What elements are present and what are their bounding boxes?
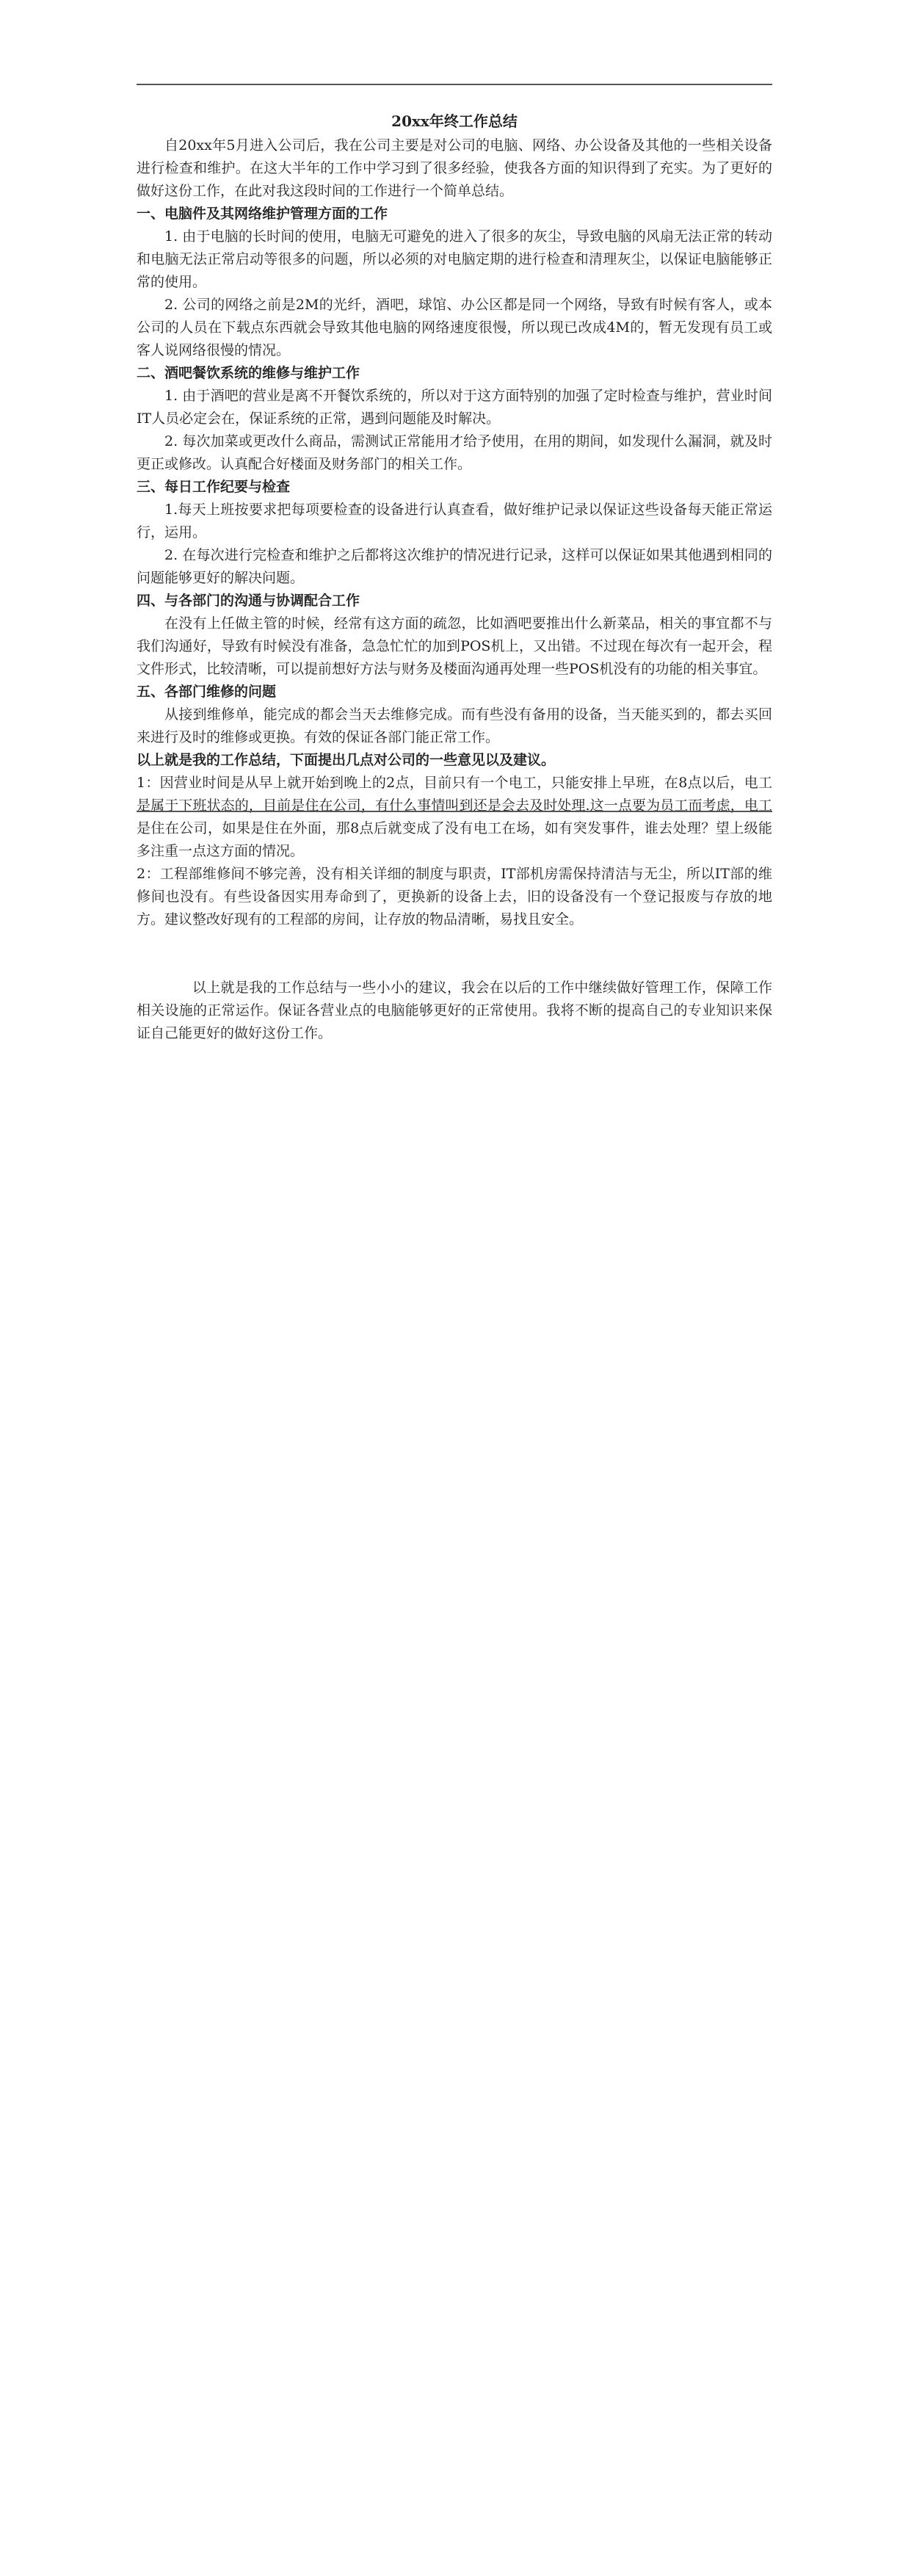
- section-heading-2: 二、酒吧餐饮系统的维修与维护工作: [137, 365, 360, 381]
- section-2-paragraph-1: 1. 由于酒吧的营业是离不开餐饮系统的，所以对于这方面特别的加强了定时检查与维护，营业时间IT人员必定会在，保证系统的正常，遇到问题能及时解决。: [137, 388, 772, 427]
- section-4-paragraph-1: 在没有上任做主管的时候，经常有这方面的疏忽，比如酒吧要推出什么新菜品，相关的事宜都不与我们沟通好，导致有时候没有准备，急急忙忙的加到POS机上，又出错。不过现在每次有一起开会，程文件形式，比较清晰，可以提前想好方法与财务及楼面沟通再处理一些POS机没有的功能的相关事宜。: [137, 615, 772, 677]
- suggestion-1: 1：因营业时间是从早上就开始到晚上的2点，目前只有一个电工，只能安排上早班，在8点以后，电工是属于下班状态的，目前是住在公司，有什么事情叫到还是会去及时处理.这一点要为员工而考虑，电工是住在公司，如果是住在外面，那8点后就变成了没有电工在场，如有突发事件，谁去处理？望上级能多注重一点这方面的情况。: [137, 775, 772, 859]
- document-title: 20xx年终工作总结: [391, 112, 518, 130]
- section-3-paragraph-1: 1.每天上班按要求把每项要检查的设备进行认真查看，做好维护记录以保证这些设备每天能正常运行，运用。: [137, 502, 772, 540]
- section-heading-4: 四、与各部门的沟通与协调配合工作: [137, 593, 360, 609]
- section-heading-5: 五、各部门维修的问题: [137, 684, 277, 700]
- section-3-paragraph-2: 2. 在每次进行完检查和维护之后都将这次维护的情况进行记录，这样可以保证如果其他遇到相同的问题能够更好的解决问题。: [137, 547, 772, 586]
- section-heading-3: 三、每日工作纪要与检查: [137, 479, 291, 495]
- section-5-paragraph-1: 从接到维修单，能完成的都会当天去维修完成。而有些没有备用的设备，当天能买到的，都去买回来进行及时的维修或更换。有效的保证各部门能正常工作。: [137, 706, 772, 745]
- section-heading-1: 一、电脑件及其网络维护管理方面的工作: [137, 206, 388, 222]
- section-1-paragraph-2: 2. 公司的网络之前是2M的光纤，酒吧，球馆、办公区都是同一个网络，导致有时候有客人，或本公司的人员在下载点东西就会导致其他电脑的网络速度很慢，所以现已改成4M的，暂无发现有员工或客人说网络很慢的情况。: [137, 297, 772, 358]
- bottom-rule: [137, 811, 772, 812]
- suggestion-2: 2：工程部维修间不够完善，没有相关详细的制度与职责，IT部机房需保持清洁与无尘，所以IT部的维修间也没有。有些设备因实用寿命到了，更换新的设备上去，旧的设备没有一个登记报废与存放的地方。建议整改好现有的工程部的房间，让存放的物品清晰，易找且安全。: [137, 866, 772, 927]
- closing-paragraph: 以上就是我的工作总结与一些小小的建议，我会在以后的工作中继续做好管理工作，保障工作相关设施的正常运作。保证各营业点的电脑能够更好的正常使用。我将不断的提高自己的专业知识来保证自己能更好的做好这份工作。: [137, 980, 772, 1041]
- section-2-paragraph-2: 2. 每次加菜或更改什么商品，需测试正常能用才给予使用，在用的期间，如发现什么漏洞，就及时更正或修改。认真配合好楼面及财务部门的相关工作。: [137, 433, 772, 472]
- spacer: [137, 931, 772, 977]
- intro-paragraph: 自20xx年5月进入公司后，我在公司主要是对公司的电脑、网络、办公设备及其他的一些相关设备进行检查和维护。在这大半年的工作中学习到了很多经验，使我各方面的知识得到了充实。为了更好的做好这份工作，在此对我这段时间的工作进行一个简单总结。: [137, 137, 772, 199]
- section-1-paragraph-1: 1. 由于电脑的长时间的使用，电脑无可避免的进入了很多的灰尘，导致电脑的风扇无法正常的转动和电脑无法正常启动等很多的问题，所以必须的对电脑定期的进行检查和清理灰尘，以保证电脑能够正常的使用。: [137, 228, 772, 290]
- suggestions-heading: 以上就是我的工作总结，下面提出几点对公司的一些意见以及建议。: [137, 752, 556, 768]
- top-rule: [137, 84, 772, 85]
- document-body: [137, 110, 772, 1045]
